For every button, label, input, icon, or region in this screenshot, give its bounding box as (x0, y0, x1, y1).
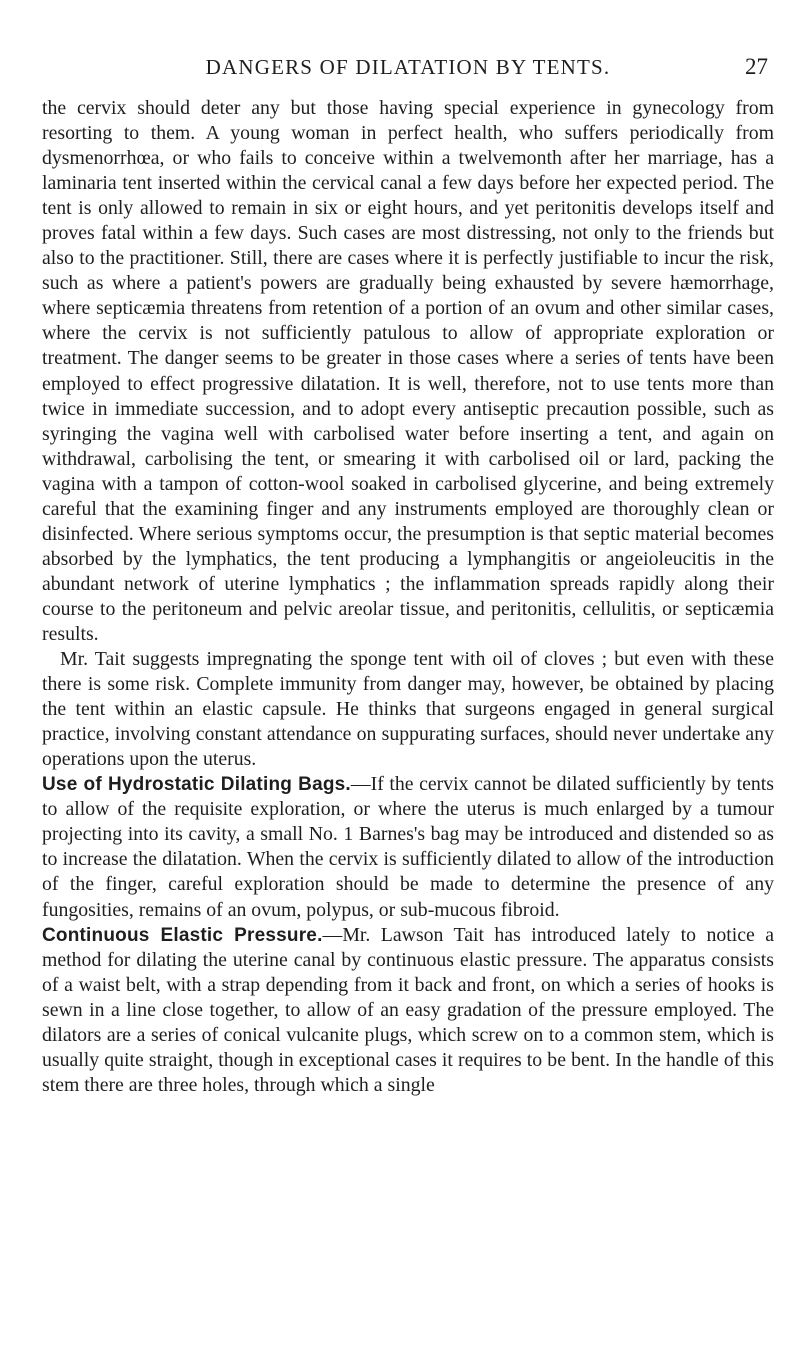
running-title: DANGERS OF DILATATION BY TENTS. (205, 55, 611, 79)
paragraph-elastic-pressure (42, 923, 774, 1098)
paragraph-hydrostatic-bags (42, 772, 774, 922)
paragraph-tent-dangers: the cervix should deter any but those having special experience in gynecology from resorting to them. A young woman in perfect health, who suffers periodically from dysmenorrhœa, or who fails to conceive within a twelvemonth after her marriage, has a laminaria tent inserted within the cervical canal a few days before her expected period. The tent is only allowed to remain in six or eight hours, and yet peritonitis develops itself and proves fatal within a few days. Such cases are most distressing, not only to the friends but also to the practitioner. Still, there are cases where it is perfectly justifiable to incur the risk, such as where a patient's powers are gradually being exhausted by severe hæmorrhage, where septicæmia threatens from retention of a portion of an ovum and other similar cases, where the cervix is not sufficiently patulous to allow of appropriate exploration or treatment. The danger seems to be greater in those cases where a series of tents have been employed to effect progressive dilatation. It is well, therefore, not to use tents more than twice in immediate succession, and to adopt every antiseptic precaution possible, such as syringing the vagina well with carbolised water before inserting a tent, and again on withdrawal, carbolising the tent, or smearing it with carbolised oil or lard, packing the vagina with a tampon of cotton-wool soaked in carbolised glycerine, and being extremely careful that the examining finger and any instruments employed are thoroughly clean or disinfected. Where serious symptoms occur, the presumption is that septic material becomes absorbed by the lymphatics, the tent producing a lymphangitis or angeioleucitis in the abundant network of uterine lymphatics ; the inflammation spreads rapidly along their course to the peritoneum and pelvic areolar tissue, and peritonitis, cellulitis, or septicæmia results. (42, 97, 774, 645)
body-text (42, 96, 774, 1098)
paragraph-tait-sponge-tent: Mr. Tait suggests impregnating the sponge tent with oil of cloves ; but even with these there is some risk. Complete immunity from danger may, however, be obtained by placing the tent within an elastic capsule. He thinks that surgeons engaged in general surgical practice, involving constant attendance on suppurating surfaces, should never undertake any operations upon the uterus. (42, 648, 774, 771)
section-heading-hydrostatic-bags: Use of Hydrostatic Dilating Bags. (42, 774, 351, 796)
paragraph-hydrostatic-bags-text: —If the cervix cannot be dilated sufficiently by tents to allow of the requisite exploration, or where the uterus is much enlarged by a tumour projecting into its cavity, a small No. 1 Barnes's bag may be introduced and distended so as to increase the dilatation. When the cervix is sufficiently dilated to allow of the introduction of the finger, careful exploration should be made to determine the presence of any fungosities, remains of an ovum, polypus, or sub-mucous fibroid. (42, 773, 774, 921)
running-head (42, 52, 774, 82)
book-page (42, 52, 774, 1098)
section-heading-elastic-pressure: Continuous Elastic Pressure. (42, 924, 323, 946)
paragraph-elastic-pressure-text: —Mr. Lawson Tait has introduced lately to notice a method for dilating the uterine canal by continuous elastic pressure. The apparatus consists of a waist belt, with a strap depending from it back and front, on which a series of hooks is sewn in a line close together, to allow of an easy gradation of the pressure employed. The dilators are a series of conical vulcanite plugs, which screw on to a common stem, which is usually quite straight, though in exceptional cases it requires to be bent. In the handle of this stem there are three holes, through which a single (42, 923, 774, 1096)
page-number: 27 (745, 54, 768, 79)
